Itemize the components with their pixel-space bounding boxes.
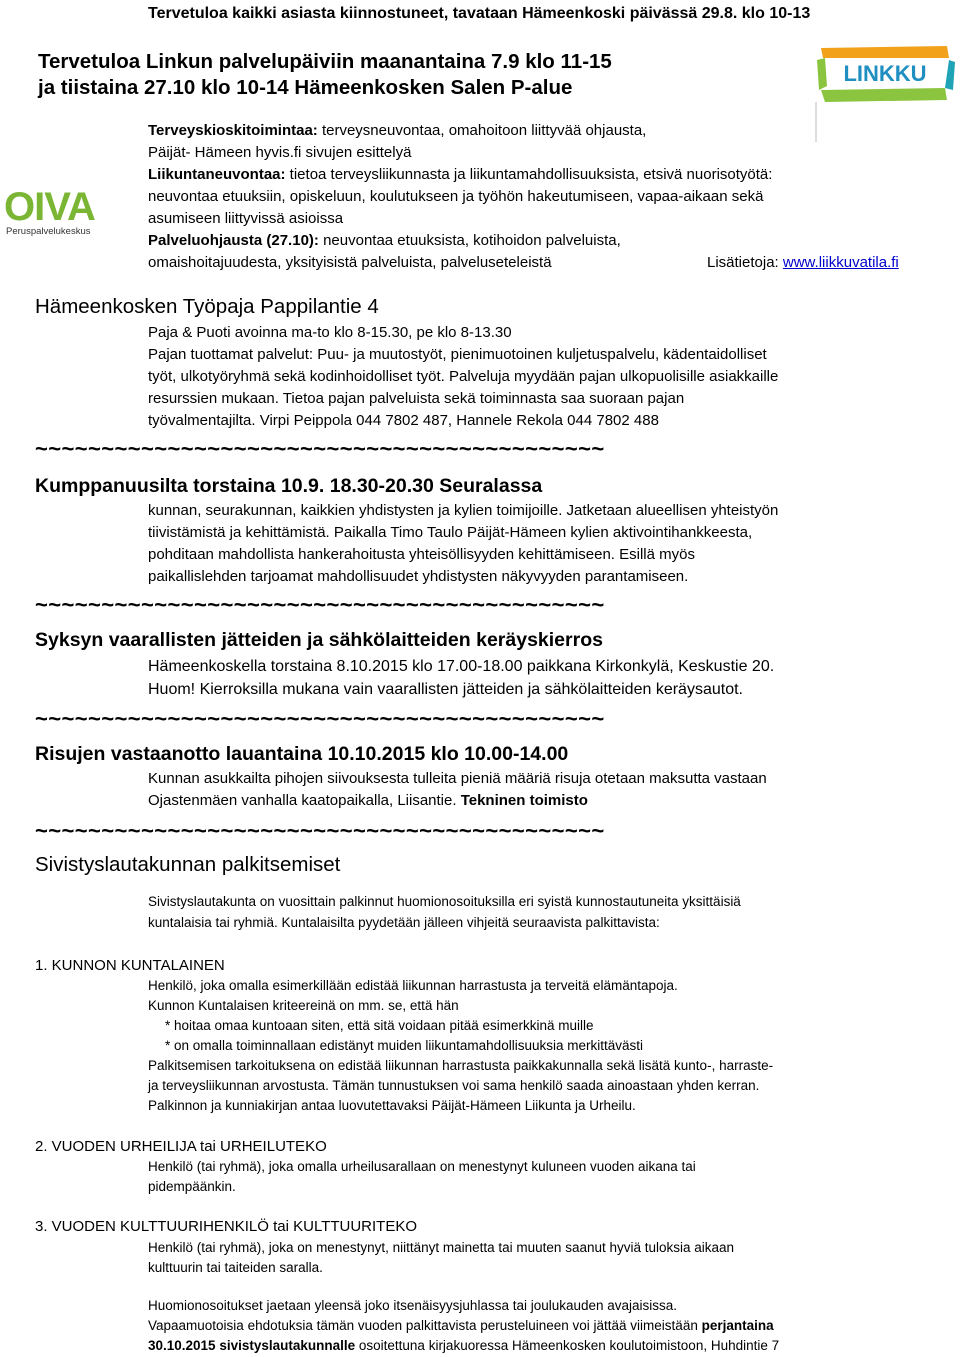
- category-1-line-7: Palkinnon ja kunniakirjan antaa luovutettavaksi Päijät-Hämeen Liikunta ja Urheilu.: [148, 1098, 636, 1113]
- top-line-1: Tervetuloa kaikki asiasta kiinnostuneet, tavataan Hämeenkoski päivässä 29.8. klo 10-13: [148, 5, 811, 22]
- category-2-line-1: Henkilö (tai ryhmä), joka omalla urheilusarallaan on menestynyt kuluneen vuoden aikana tai: [148, 1159, 696, 1174]
- risut-title: Risujen vastaanotto lauantaina 10.10.2015 klo 10.00-14.00: [35, 743, 569, 765]
- category-1-line-1: Henkilö, joka omalla esimerkillään edistää liikunnan harrastusta ja terveitä elämäntapoja.: [148, 978, 678, 993]
- tyopaja-line-5: työvalmentajilta. Virpi Peippola 044 7802 487, Hannele Rekola 044 7802 488: [148, 412, 659, 429]
- tyopaja-title: Hämeenkosken Työpaja Pappilantie 4: [35, 295, 379, 318]
- jatteet-title: Syksyn vaarallisten jätteiden ja sähkölaitteiden keräyskierros: [35, 629, 603, 651]
- category-2-line-2: pidempäänkin.: [148, 1179, 236, 1194]
- terveyskioski-line-2: Päijät- Hämeen hyvis.fi sivujen esittelyä: [148, 144, 412, 161]
- palkitsemiset-intro-1: Sivistyslautakunta on vuosittain palkinnut huomionosoituksilla eri syistä kunnostautuneita yksittäisiä: [148, 894, 741, 909]
- jatteet-line-2: Huom! Kierroksilla mukana vain vaarallisten jätteiden ja sähkölaitteiden keräysautot.: [148, 681, 743, 698]
- oiva-logo-text: OIVA: [4, 186, 95, 229]
- category-1-line-4: * on omalla toiminnallaan edistänyt muiden liikuntamahdollisuuksia merkittävästi: [165, 1038, 643, 1053]
- divider: ~~~~~~~~~~~~~~~~~~~~~~~~~~~~~~~~~~~~~~~~~~~: [35, 436, 605, 461]
- risut-line-1: Kunnan asukkailta pihojen siivouksesta tulleita pieniä määriä risuja otetaan maksutta vastaan: [148, 770, 767, 787]
- terveyskioski-line-1: Terveyskioskitoimintaa: terveysneuvontaa, omahoitoon liittyvää ohjausta,: [148, 122, 647, 139]
- kumppanuus-line-1: kunnan, seurakunnan, kaikkien yhdistysten ja kylien toimijoille. Jatketaan alueellisen yhteistyön: [148, 502, 779, 519]
- tyopaja-line-1: Paja & Puoti avoinna ma-to klo 8-15.30, pe klo 8-13.30: [148, 324, 512, 341]
- oiva-logo: [4, 186, 104, 238]
- linkku-logo-text: LINKKU: [843, 61, 927, 86]
- palveluohjaus-line-2: omaishoitajuudesta, yksityisistä palveluista, palveluseteleistä: [148, 254, 552, 271]
- liikkuvatila-link[interactable]: www.liikkuvatila.fi: [782, 254, 899, 271]
- top-line-3: ja tiistaina 27.10 klo 10-14 Hämeenkosken Salen P-alue: [38, 76, 573, 99]
- tyopaja-line-3: työt, ulkotyöryhmä sekä kodinhoidolliset työt. Palveluja myydään pajan ulkopuolisille asiakkaille: [148, 368, 779, 385]
- jatteet-line-1: Hämeenkoskella torstaina 8.10.2015 klo 17.00-18.00 paikkana Kirkonkylä, Keskustie 20.: [148, 658, 775, 675]
- palveluohjaus-line-1: Palveluohjausta (27.10): neuvontaa etuuksista, kotihoidon palveluista,: [148, 232, 621, 249]
- divider: ~~~~~~~~~~~~~~~~~~~~~~~~~~~~~~~~~~~~~~~~~~~: [35, 706, 605, 731]
- category-3-title: 3. VUODEN KULTTUURIHENKILÖ tai KULTTUURITEKO: [35, 1218, 418, 1235]
- oiva-logo-sub: Peruspalvelukeskus: [6, 226, 91, 237]
- linkku-logo: [815, 46, 955, 142]
- palkitsemiset-title: Sivistyslautakunnan palkitsemiset: [35, 853, 341, 876]
- divider: ~~~~~~~~~~~~~~~~~~~~~~~~~~~~~~~~~~~~~~~~~~~: [35, 818, 605, 843]
- category-1-line-6: ja terveysliikunnan arvostusta. Tämän tunnustuksen voi sama henkilö saada ainoastaan yhden kerran.: [148, 1078, 760, 1093]
- top-line-2: Tervetuloa Linkun palvelupäiviin maanantaina 7.9 klo 11-15: [38, 50, 612, 73]
- note-line-2: Vapaamuotoisia ehdotuksia tämän vuoden palkittavista perusteluineen voi jättää viimeistään perjantaina: [148, 1318, 774, 1333]
- note-line-3: 30.10.2015 sivistyslautakunnalle osoitettuna kirjakuoressa Hämeenkosken koulutoimistoon, Huhdintie 7: [148, 1338, 780, 1353]
- category-1-line-2: Kunnon Kuntalaisen kriteereinä on mm. se, että hän: [148, 998, 459, 1013]
- note-line-1: Huomionosoitukset jaetaan yleensä joko itsenäisyysjuhlassa tai joulukauden avajaisissa.: [148, 1298, 678, 1313]
- tyopaja-line-4: resurssien mukaan. Tietoa pajan palveluista sekä toiminnasta saa suoraan pajan: [148, 390, 685, 407]
- palkitsemiset-intro-2: kuntalaisia tai ryhmiä. Kuntalaisilta pyydetään jälleen vihjeitä seuraavista palkittavista:: [148, 915, 660, 930]
- category-3-line-1: Henkilö (tai ryhmä), joka on menestynyt, niittänyt mainetta tai muuten saanut hyviä tuloksia aikaan: [148, 1240, 735, 1255]
- kumppanuus-line-2: tiivistämistä ja kehittämistä. Paikalla Timo Taulo Päijät-Hämeen kylien aktivointihankkeesta,: [148, 524, 753, 541]
- tyopaja-line-2: Pajan tuottamat palvelut: Puu- ja muutostyöt, pienimuotoinen kuljetuspalvelu, kädentaidolliset: [148, 346, 767, 363]
- kumppanuus-title: Kumppanuusilta torstaina 10.9. 18.30-20.30 Seuralassa: [35, 475, 543, 497]
- kumppanuus-line-3: pohditaan mahdollista hankerahoitusta yhteisöllisyyden kehittämiseen. Esillä myös: [148, 546, 695, 563]
- category-1-line-5: Palkitsemisen tarkoituksena on edistää liikunnan harrastusta paikkakunnalla sekä lisätä kunto-, harraste-: [148, 1058, 774, 1073]
- category-3-line-2: kulttuurin tai taiteiden saralla.: [148, 1260, 323, 1275]
- category-1-title: 1. KUNNON KUNTALAINEN: [35, 957, 225, 974]
- category-2-title: 2. VUODEN URHEILIJA tai URHEILUTEKO: [35, 1138, 327, 1155]
- risut-line-2: Ojastenmäen vanhalla kaatopaikalla, Liisantie. Tekninen toimisto: [148, 792, 588, 809]
- lisatietoja: Lisätietoja: www.liikkuvatila.fi: [707, 254, 899, 271]
- liikuntaneuvonta-line-1: Liikuntaneuvontaa: tietoa terveysliikunnasta ja liikuntamahdollisuuksista, etsivä nuorisotyötä:: [148, 166, 773, 183]
- category-1-line-3: * hoitaa omaa kuntoaan siten, että sitä voidaan pitää esimerkkinä muille: [165, 1018, 594, 1033]
- liikuntaneuvonta-line-2: neuvontaa etuuksiin, opiskeluun, koulutukseen ja työhön hakeutumiseen, vapaa-aikaan sekä: [148, 188, 764, 205]
- kumppanuus-line-4: paikallislehden tarjoamat mahdollisuudet yhdistysten näkyvyyden parantamiseen.: [148, 568, 689, 585]
- divider: ~~~~~~~~~~~~~~~~~~~~~~~~~~~~~~~~~~~~~~~~~~~: [35, 592, 605, 617]
- liikuntaneuvonta-line-3: asumiseen liittyvissä asioissa: [148, 210, 344, 227]
